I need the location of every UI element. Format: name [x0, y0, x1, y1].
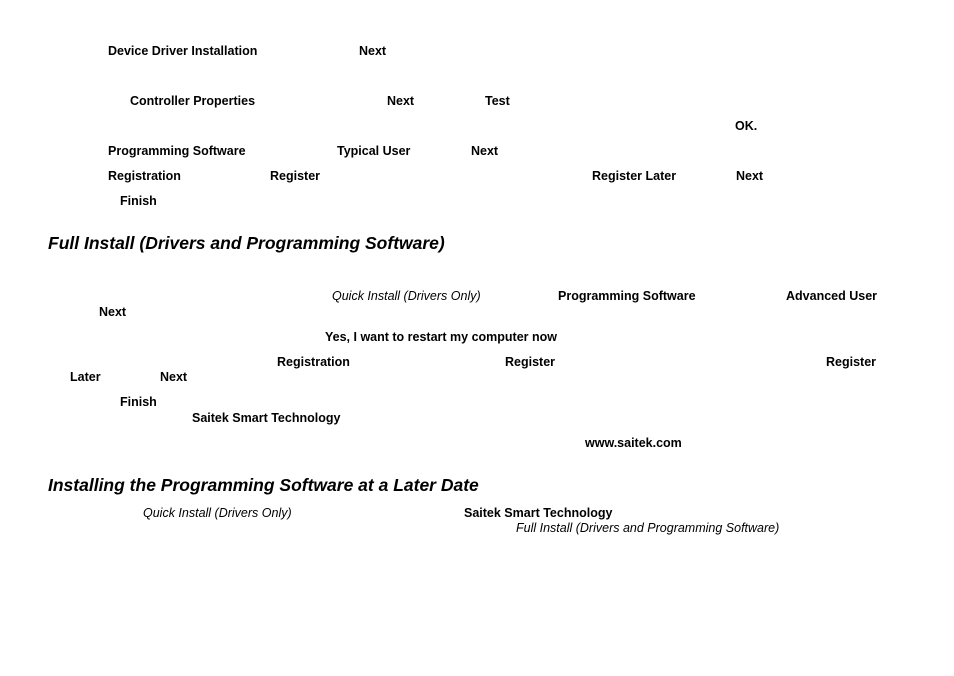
next-button-label: Next [387, 94, 415, 108]
next-button-label: Next [160, 370, 188, 384]
full-install-heading: Full Install (Drivers and Programming Software) [48, 233, 445, 253]
register-button-label: Register [270, 169, 321, 183]
later-date-heading: Installing the Programming Software at a Later Date [48, 475, 479, 495]
register-later-label-part2: Later [70, 370, 101, 384]
programming-software-label: Programming Software [108, 144, 246, 158]
typical-user-label: Typical User [337, 144, 411, 158]
full-install-label: Full Install (Drivers and Programming Software) [516, 521, 780, 535]
register-button-label: Register [505, 355, 556, 369]
registration-label: Registration [108, 169, 181, 183]
programming-software-label: Programming Software [558, 289, 696, 303]
controller-properties-label: Controller Properties [130, 94, 256, 108]
test-button-label: Test [485, 94, 510, 108]
quick-install-label: Quick Install (Drivers Only) [143, 506, 292, 520]
register-later-button-label: Register Later [592, 169, 677, 183]
next-button-label: Next [99, 305, 127, 319]
finish-button-label: Finish [120, 194, 157, 208]
saitek-smart-technology-label: Saitek Smart Technology [464, 506, 613, 520]
finish-button-label: Finish [120, 395, 157, 409]
restart-now-option-label: Yes, I want to restart my computer now [325, 330, 558, 344]
advanced-user-label: Advanced User [786, 289, 878, 303]
saitek-website-link: www.saitek.com [585, 436, 682, 450]
ok-button-label: OK. [735, 119, 758, 133]
registration-label: Registration [277, 355, 350, 369]
next-button-label: Next [736, 169, 764, 183]
next-button-label: Next [359, 44, 387, 58]
device-driver-installation-label: Device Driver Installation [108, 44, 258, 58]
quick-install-label: Quick Install (Drivers Only) [332, 289, 481, 303]
register-later-label-part1: Register [826, 355, 877, 369]
next-button-label: Next [471, 144, 499, 158]
saitek-smart-technology-label: Saitek Smart Technology [192, 411, 341, 425]
